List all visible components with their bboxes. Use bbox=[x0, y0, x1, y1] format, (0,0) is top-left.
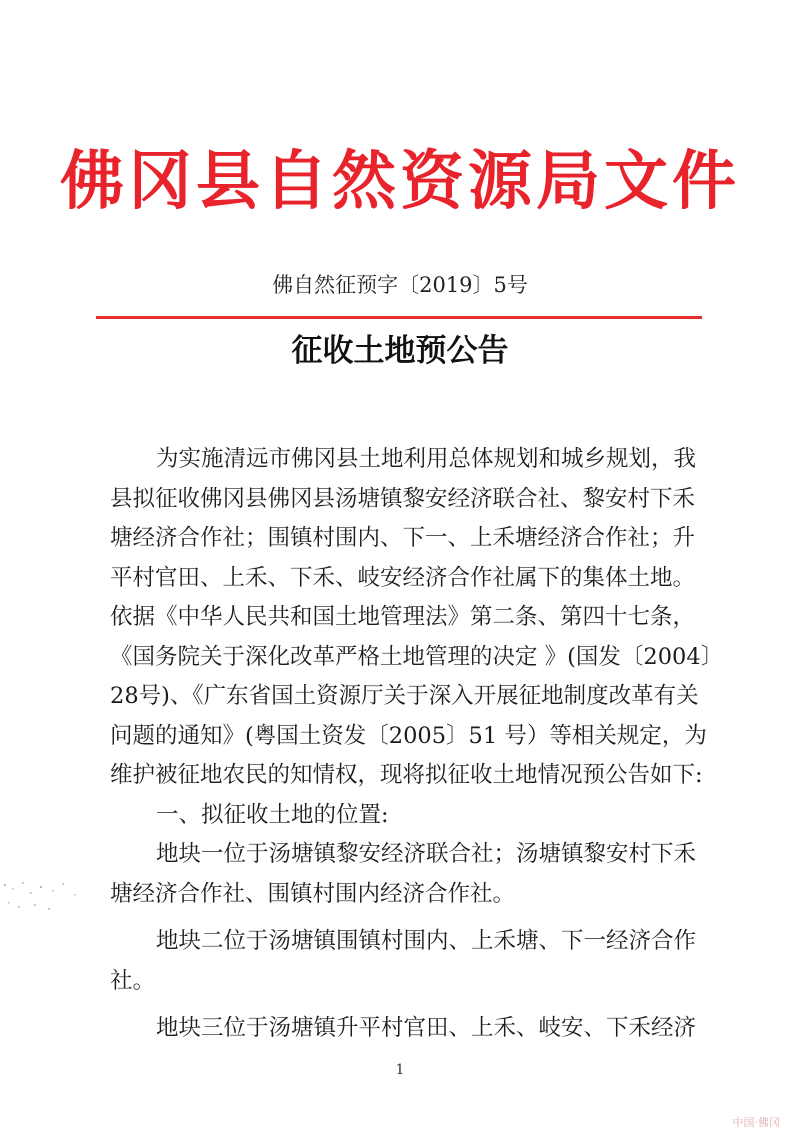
body-line: 维护被征地农民的知情权，现将拟征收土地情况预公告如下: bbox=[110, 762, 703, 788]
body-line: 为实施清远市佛冈县土地利用总体规划和城乡规划，我 bbox=[156, 446, 697, 472]
body-line: 社。 bbox=[110, 967, 156, 994]
body-line: 平村官田、上禾、下禾、岐安经济合作社属下的集体土地。 bbox=[110, 564, 696, 591]
body-line: 县拟征收佛冈县佛冈县汤塘镇黎安经济联合社、黎安村下禾 bbox=[110, 485, 696, 512]
watermark-logo: 中国·佛冈 bbox=[732, 1116, 780, 1129]
body-line: 地块一位于汤塘镇黎安经济联合社；汤塘镇黎安村下禾 bbox=[156, 841, 697, 867]
body-line: 塘经济合作社；围镇村围内、下一、上禾塘经济合作社；升 bbox=[110, 525, 696, 551]
document-body bbox=[110, 440, 724, 1049]
body-line: 地块三位于汤塘镇升平村官田、上禾、岐安、下禾经济 bbox=[156, 1015, 697, 1041]
body-line: 塘经济合作社、围镇村围内经济合作社。 bbox=[110, 880, 516, 907]
body-line: 问题的通知》(粤国土资发〔2005〕51 号）等相关规定，为 bbox=[110, 722, 707, 749]
body-line: 依据《中华人民共和国土地管理法》第二条、第四十七条， bbox=[110, 604, 696, 630]
document-number: 佛自然征预字〔2019〕5号 bbox=[272, 273, 528, 297]
document-header-title: 佛冈县自然资源局文件 bbox=[60, 144, 740, 219]
body-line: 28号)、《广东省国土资源厅关于深入开展征地制度改革有关 bbox=[110, 683, 699, 709]
scan-noise bbox=[0, 878, 90, 918]
red-divider bbox=[96, 316, 702, 319]
section-heading: 一、拟征收土地的位置: bbox=[156, 801, 389, 828]
body-line: 《国务院关于深化改革严格土地管理的决定 》(国发〔2004〕 bbox=[110, 643, 724, 670]
page-number: 1 bbox=[395, 1062, 405, 1078]
body-line: 地块二位于汤塘镇围镇村围内、上禾塘、下一经济合作 bbox=[156, 928, 697, 954]
notice-title: 征收土地预公告 bbox=[291, 333, 509, 369]
